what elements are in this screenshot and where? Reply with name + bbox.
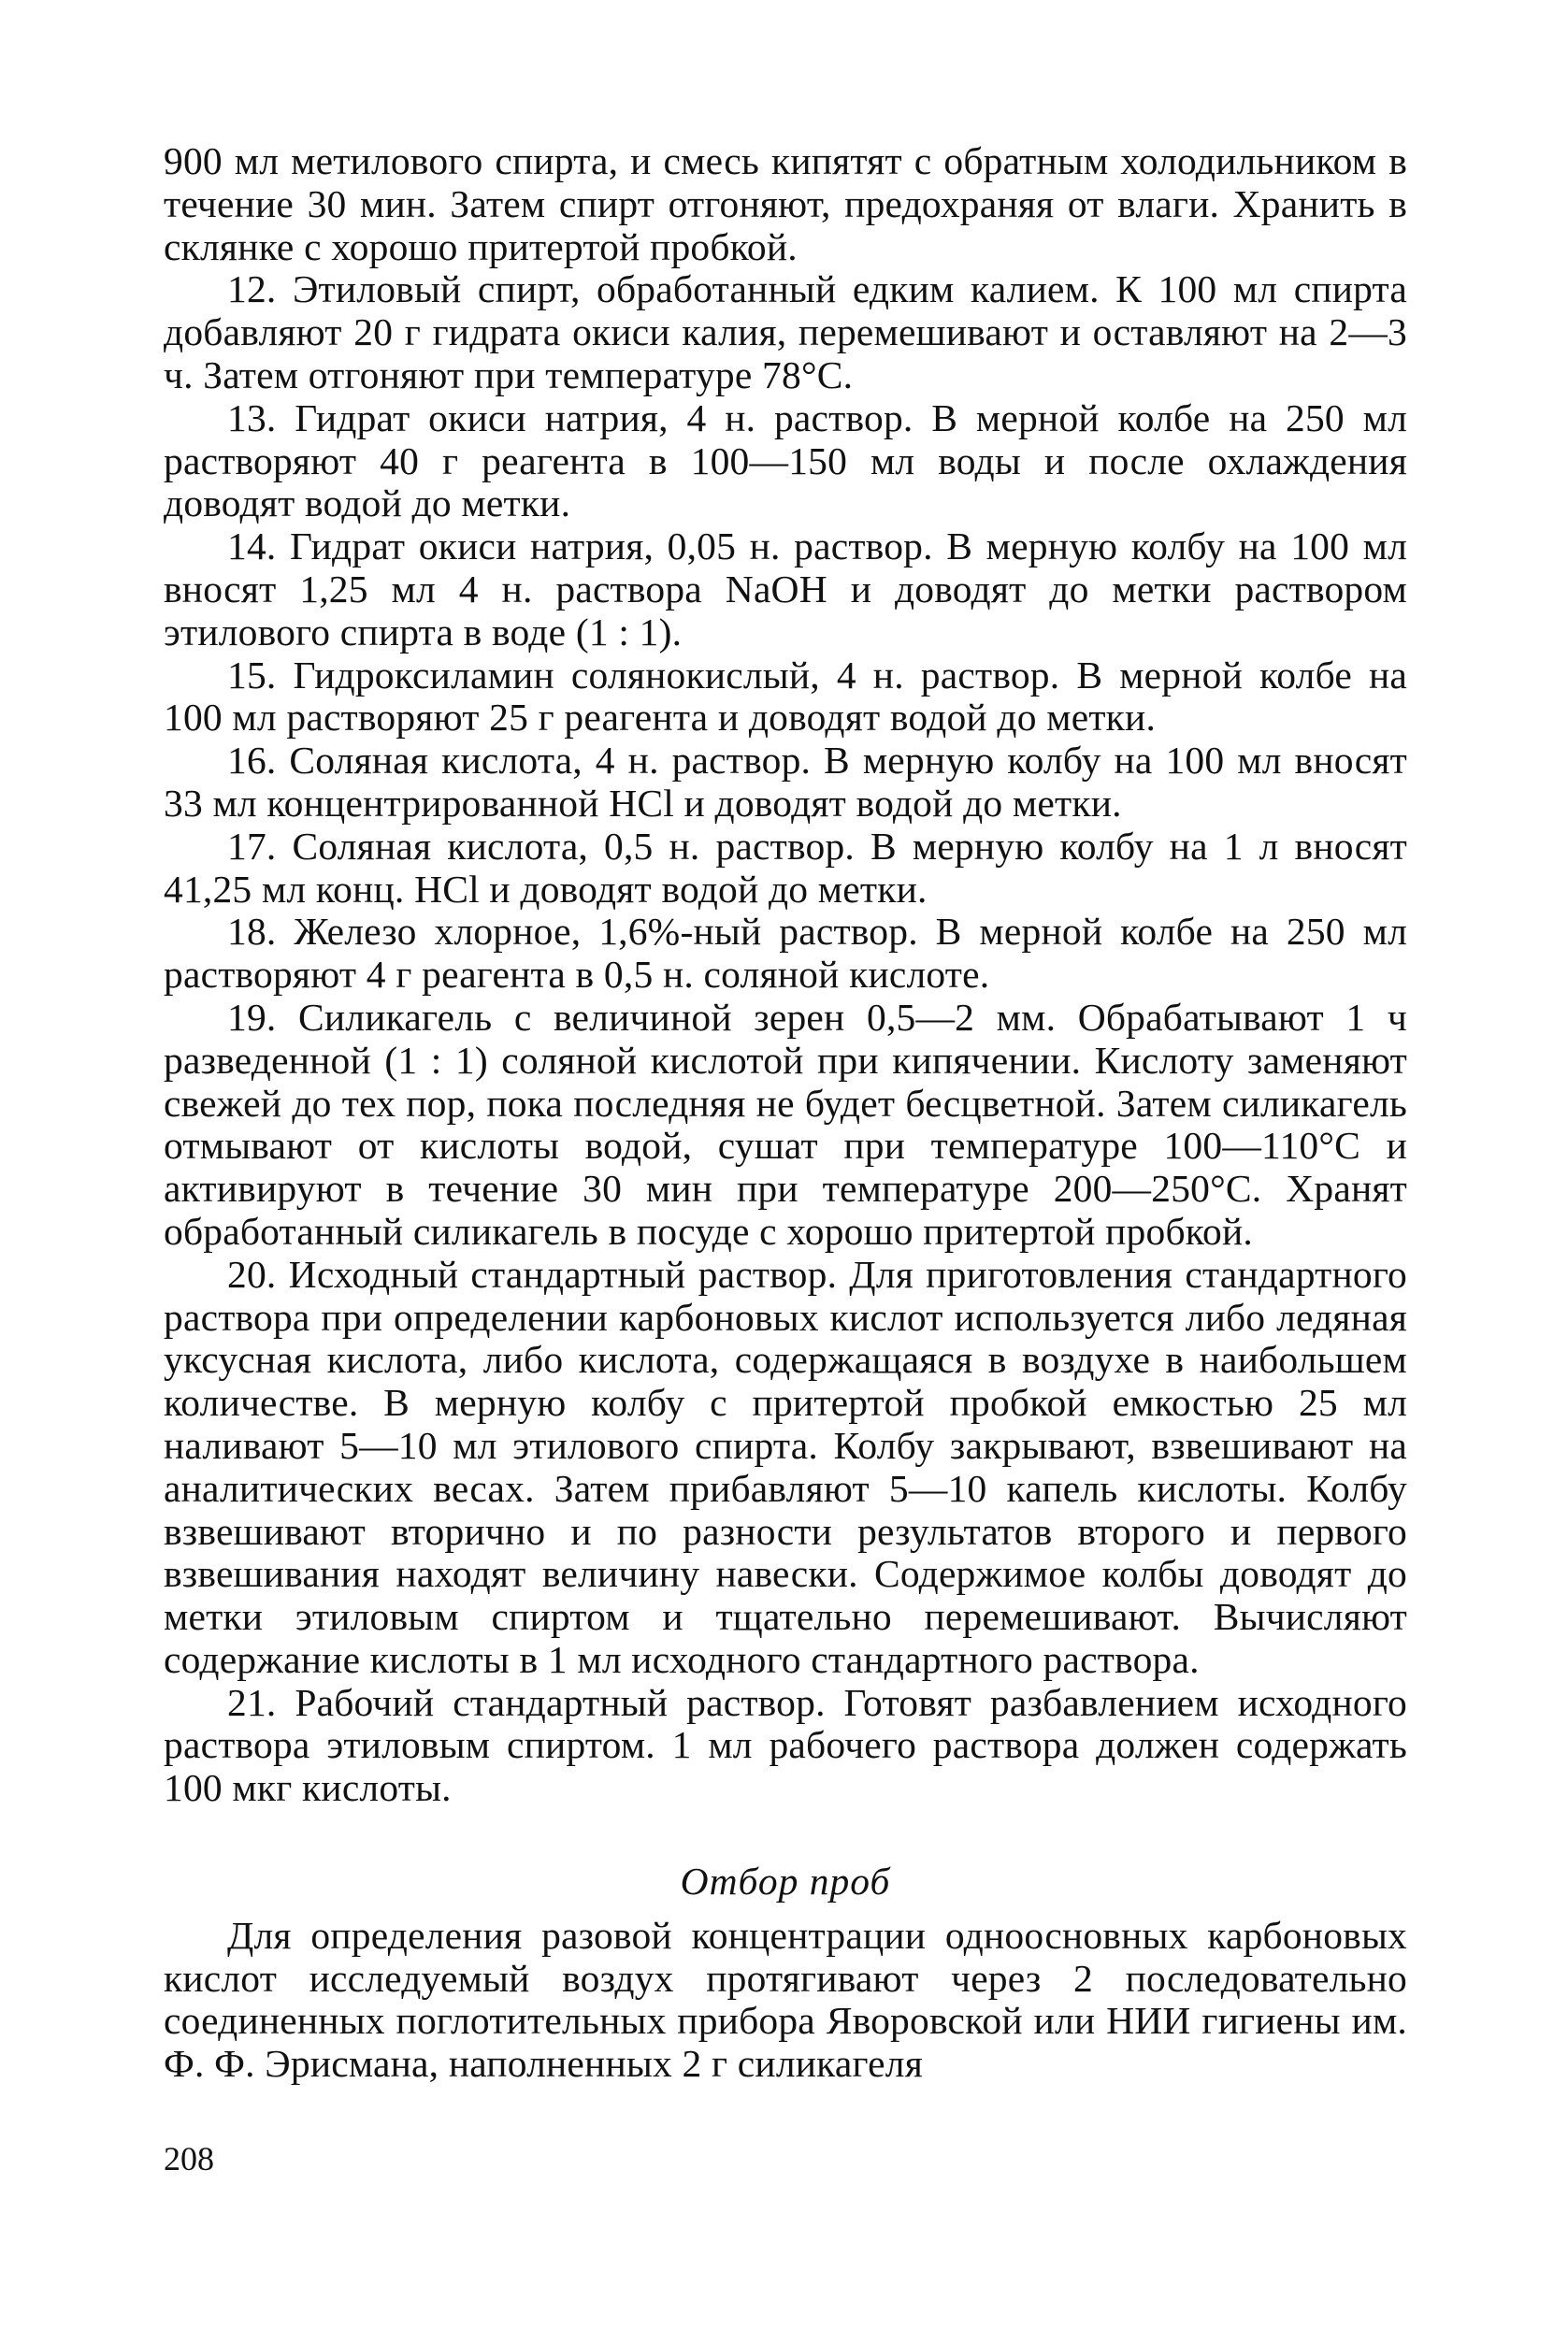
paragraph-item-16: 16. Соляная кислота, 4 н. раствор. В мерную колбу на 100 мл вносят 33 мл концентрированной HCl и доводят водой до метки. [164,739,1407,825]
page-body [164,140,1407,2086]
section-heading: Отбор проб [680,1860,891,1904]
paragraph-item-14: 14. Гидрат окиси натрия, 0,05 н. раствор. В мерную колбу на 100 мл вносят 1,25 мл 4 н. раствора NaOH и доводят до метки раствором этилового спирта в воде (1 : 1). [164,524,1407,654]
paragraph-item-18: 18. Железо хлорное, 1,6%-ный раствор. В мерной колбе на 250 мл растворяют 4 г реагента в 0,5 н. соляной кислоте. [164,910,1407,997]
paragraph-item-13: 13. Гидрат окиси натрия, 4 н. раствор. В мерной колбе на 250 мл растворяют 40 г реагента в 100—150 мл воды и после охлаждения доводят водой до метки. [164,395,1407,525]
paragraph-item-17: 17. Соляная кислота, 0,5 н. раствор. В мерную колбу на 1 л вносят 41,25 мл конц. HCl и доводят водой до метки. [164,824,1407,911]
paragraph-item-19: 19. Силикагель с величиной зерен 0,5—2 мм. Обрабатывают 1 ч разведенной (1 : 1) соляной кислотой при кипячении. Кислоту заменяют свежей до тех пор, пока последняя не будет бесцветной. Затем силикагель отмывают от кислоты водой, сушат при температуре 100—110°С и активируют в течение 30 мин при температуре 200—250°С. Хранят обработанный силикагель в посуде с хорошо притертой пробкой. [164,995,1407,1253]
paragraph-item-15: 15. Гидроксиламин солянокислый, 4 н. раствор. В мерной колбе на 100 мл растворяют 25 г реагента и доводят водой до метки. [164,653,1407,740]
paragraph-continuation: 900 мл метилового спирта, и смесь кипятят с обратным холодильником в течение 30 мин. Затем спирт отгоняют, предохраняя от влаги. Хранить в склянке с хорошо притертой пробкой. [164,139,1407,268]
page-number: 208 [164,2140,214,2177]
paragraph-item-12: 12. Этиловый спирт, обработанный едким калием. К 100 мл спирта добавляют 20 г гидрата окиси калия, перемешивают и оставляют на 2—3 ч. Затем отгоняют при температуре 78°С. [164,267,1407,396]
section-paragraph: Для определения разовой концентрации одноосновных карбоновых кислот исследуемый воздух протягивают через 2 последовательно соединенных поглотительных прибора Яворовской или НИИ гигиены им. Ф. Ф. Эрисмана, наполненных 2 г силикагеля [164,1913,1407,2086]
paragraph-item-21: 21. Рабочий стандартный раствор. Готовят разбавлением исходного раствора этиловым спиртом. 1 мл рабочего раствора должен содержать 100 мкг кислоты. [164,1680,1407,1810]
paragraph-item-20: 20. Исходный стандартный раствор. Для приготовления стандартного раствора при определении карбоновых кислот используется либо ледяная уксусная кислота, либо кислота, содержащаяся в воздухе в наибольшем количестве. В мерную колбу с притертой пробкой емкостью 25 мл наливают 5—10 мл этилового спирта. Колбу закрывают, взвешивают на аналитических весах. Затем прибавляют 5—10 капель кислоты. Колбу взвешивают вторично и по разности результатов второго и первого взвешивания находят величину навески. Содержимое колбы доводят до метки этиловым спиртом и тщательно перемешивают. Вычисляют содержание кислоты в 1 мл исходного стандартного раствора. [164,1252,1407,1681]
